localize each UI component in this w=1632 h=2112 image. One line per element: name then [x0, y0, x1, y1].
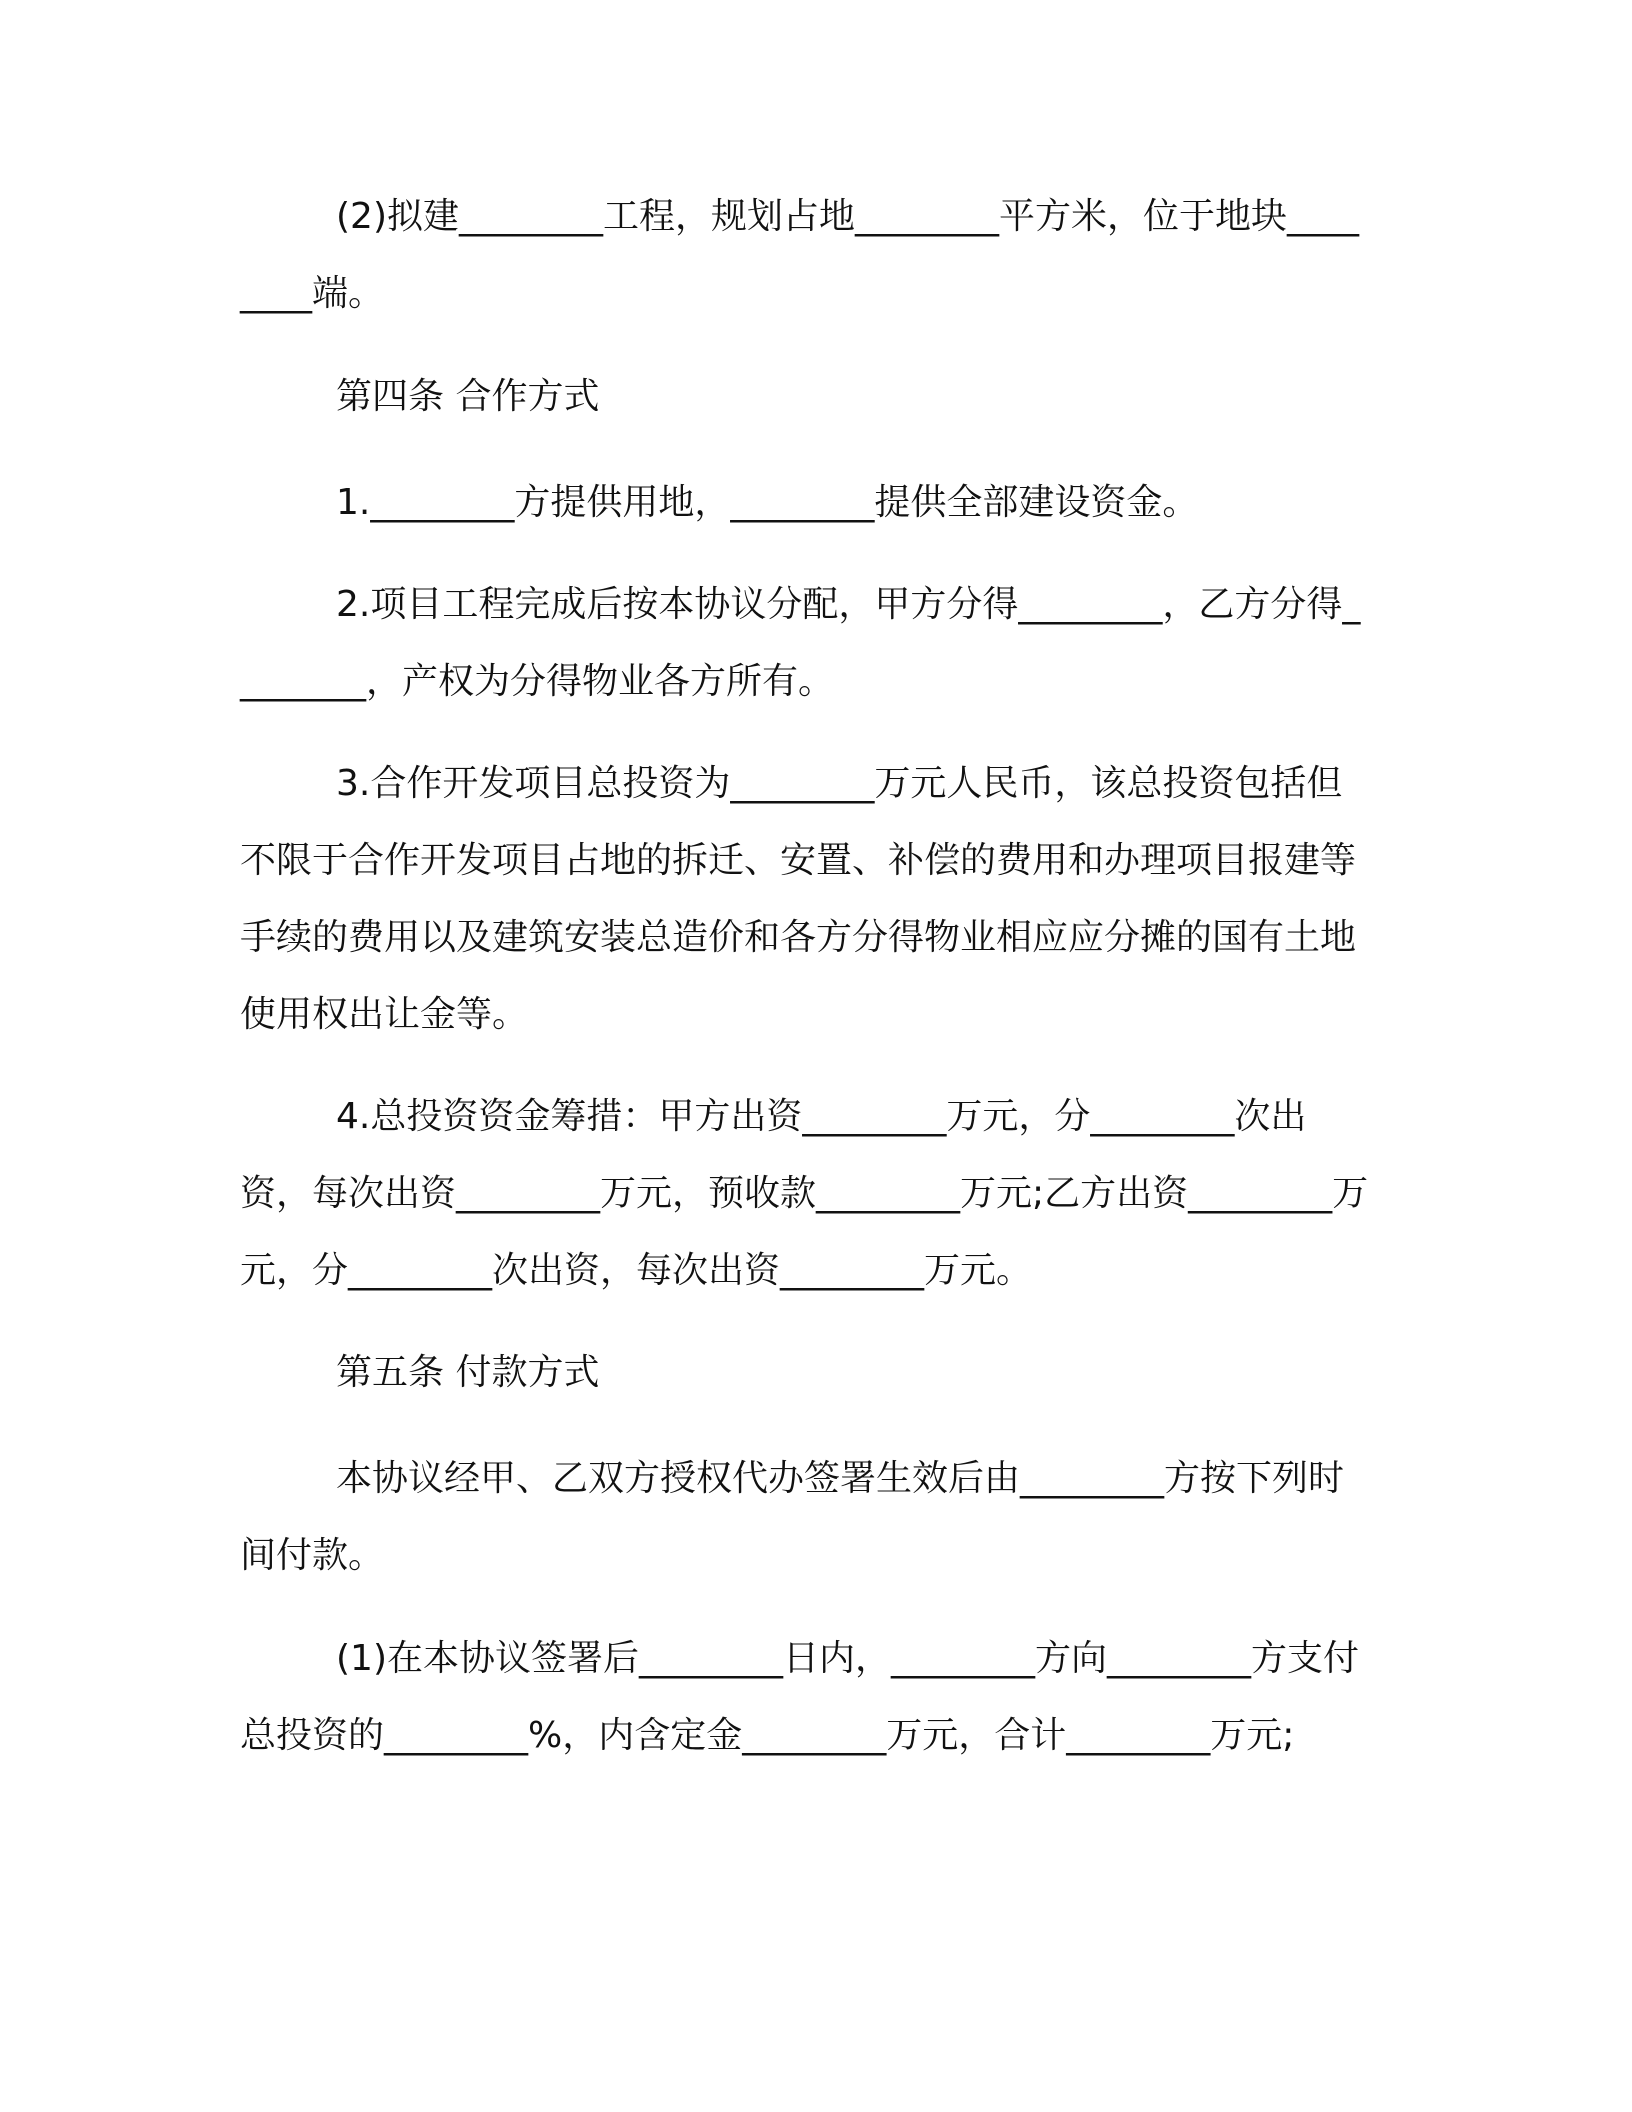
paragraph-planned-project: (2)拟建________工程，规划占地________平方米，位于地块________端。 — [240, 196, 1359, 314]
paragraph-cooperation-3: 3.合作开发项目总投资为________万元人民币，该总投资包括但不限于合作开发项目占地的拆迁、安置、补偿的费用和办理项目报建等手续的费用以及建筑安装总造价和各方分得物业相应应分摊的国有土地使用权出让金等。 — [240, 763, 1357, 1035]
paragraph-cooperation-2: 2.项目工程完成后按本协议分配，甲方分得________，乙方分得________，产权为分得物业各方所有。 — [240, 584, 1361, 702]
paragraph-payment-1: (1)在本协议签署后________日内，________方向________方支付总投资的________%，内含定金________万元，合计________万元; — [240, 1638, 1359, 1756]
paragraph-cooperation-1: 1.________方提供用地，________提供全部建设资金。 — [336, 482, 1199, 523]
paragraph-payment-intro: 本协议经甲、乙双方授权代办签署生效后由________方按下列时间付款。 — [240, 1458, 1345, 1576]
heading-article-4: 第四条 合作方式 — [336, 376, 600, 417]
heading-article-5: 第五条 付款方式 — [336, 1352, 600, 1393]
paragraph-cooperation-4: 4.总投资资金筹措：甲方出资________万元，分________次出资，每次出资________万元，预收款________万元;乙方出资________万元，分________次出资，每次出资________万元。 — [240, 1096, 1369, 1291]
